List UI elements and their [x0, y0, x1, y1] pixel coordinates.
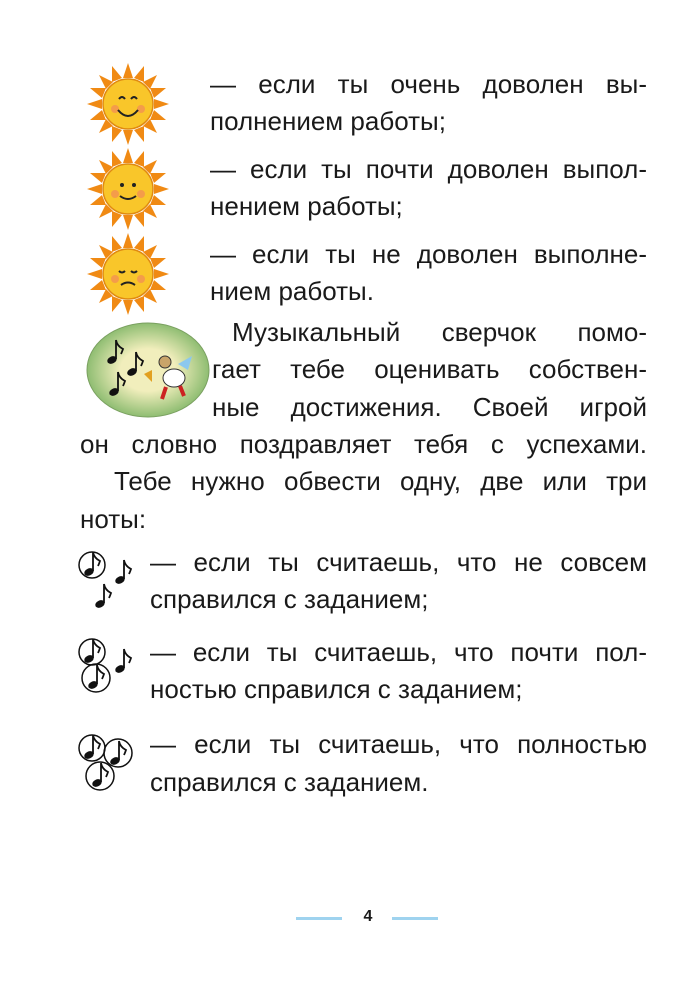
- text-line: — если ты считаешь, что полностью: [150, 729, 647, 759]
- page-number-rule-right: [392, 917, 438, 920]
- text-line: Тебе нужно обвести одну, две или три: [114, 466, 647, 496]
- text-line: — если ты очень доволен вы-: [210, 69, 647, 99]
- very-happy-sun-icon: [86, 62, 170, 146]
- text-line: Музыкальный сверчок помо-: [232, 317, 647, 347]
- text-line: — если ты считаешь, что не совсем: [150, 547, 647, 577]
- text-line: полнением работы;: [210, 106, 446, 136]
- text-line: он словно поздравляет тебя с успехами.: [80, 429, 647, 459]
- one-circled-note-icon: [78, 550, 138, 610]
- sad-sun-icon: [86, 232, 170, 316]
- text-line: — если ты не доволен выполне-: [210, 239, 647, 269]
- content-sun-icon: [86, 147, 170, 231]
- text-line: нением работы;: [210, 191, 403, 221]
- page-number: 4: [363, 908, 373, 925]
- text-line: ностью справился с заданием;: [150, 674, 523, 704]
- text-line: нием работы.: [210, 276, 374, 306]
- text-line: справился с заданием.: [150, 767, 429, 797]
- two-circled-notes-icon: [78, 637, 138, 701]
- text-line: ные достижения. Своей игрой: [212, 392, 647, 422]
- text-line: — если ты считаешь, что почти пол-: [150, 637, 647, 667]
- cricket-illustration: [86, 322, 210, 418]
- text-line: гает тебе оценивать собствен-: [212, 354, 647, 384]
- three-circled-notes-icon: [78, 733, 142, 797]
- text-line: ноты:: [80, 504, 147, 534]
- page-number-rule-left: [296, 917, 342, 920]
- text-line: — если ты почти доволен выпол-: [210, 154, 647, 184]
- text-line: справился с заданием;: [150, 584, 429, 614]
